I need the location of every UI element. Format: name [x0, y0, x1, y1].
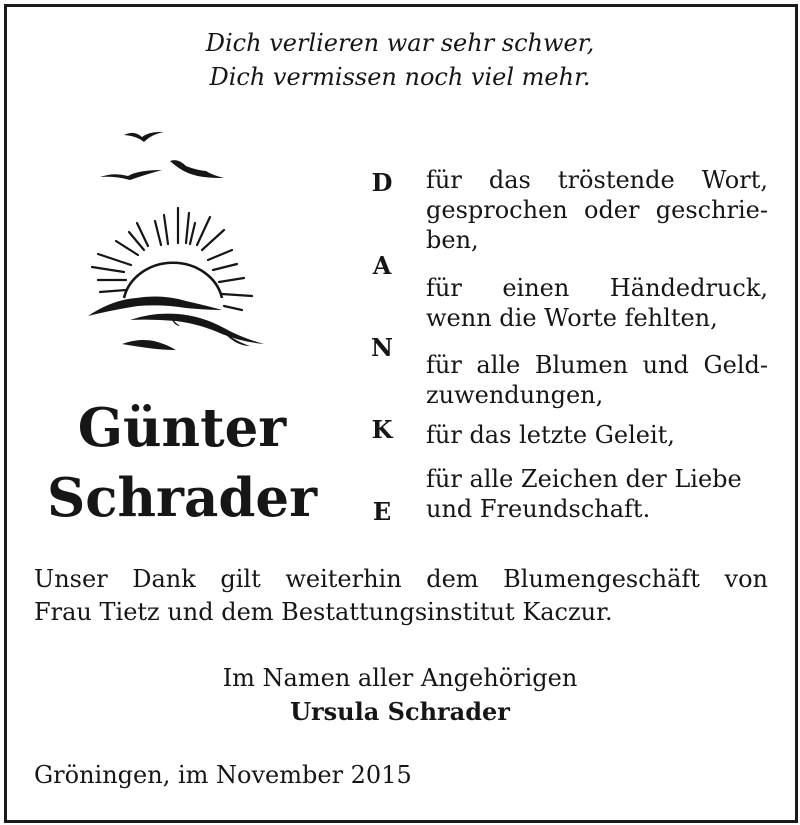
deceased-last-name: Schrader [46, 467, 318, 529]
thanks-item [426, 420, 768, 450]
thanks-line: und Freundschaft. [426, 495, 651, 523]
motto-line-2: Dich vermissen noch viel mehr. [209, 63, 591, 91]
signature-block [0, 661, 800, 729]
thanks-line: wenn die Worte fehlten, [426, 304, 718, 332]
thanks-line: ben, [426, 226, 479, 254]
dank-letter: D [371, 168, 393, 197]
dank-letter: A [372, 251, 392, 280]
thank-you-note [34, 563, 768, 629]
thanks-item [426, 464, 768, 524]
signature-name: Ursula Schrader [290, 697, 510, 726]
deceased-first-name: Günter [77, 397, 287, 459]
signature-intro: Im Namen aller Angehörigen [222, 664, 578, 692]
place-date: Gröningen, im November 2015 [34, 761, 412, 789]
hills-icon [88, 297, 264, 350]
deceased-name [26, 393, 338, 533]
thanks-line: für alle Zeichen der Liebe [426, 465, 742, 493]
sun-icon [124, 263, 222, 298]
note-line-1: Unser Dank gilt weiterhin dem Blumengeschäft von [34, 565, 768, 593]
note-line-2: Frau Tietz und dem Bestattungsinstitut Kaczur. [34, 598, 613, 626]
thanks-line: für einen Händedruck, [426, 274, 768, 302]
dank-letter: N [371, 333, 393, 362]
thanks-item [426, 350, 768, 410]
thanks-line: gesprochen oder geschrie- [426, 196, 768, 224]
thanks-item [426, 165, 768, 255]
sunset-birds-illustration [82, 120, 282, 370]
thanks-line: für das tröstende Wort, [426, 166, 768, 194]
birds-icon [100, 132, 224, 180]
dank-letter: E [372, 497, 392, 526]
dank-letter: K [371, 415, 393, 444]
motto [0, 26, 800, 94]
thanks-line: zuwendungen, [426, 381, 604, 409]
thanks-line: für alle Blumen und Geld- [426, 351, 768, 379]
motto-line-1: Dich verlieren war sehr schwer, [205, 29, 595, 57]
thanks-line: für das letzte Geleit, [426, 421, 675, 449]
thanks-item [426, 273, 768, 333]
